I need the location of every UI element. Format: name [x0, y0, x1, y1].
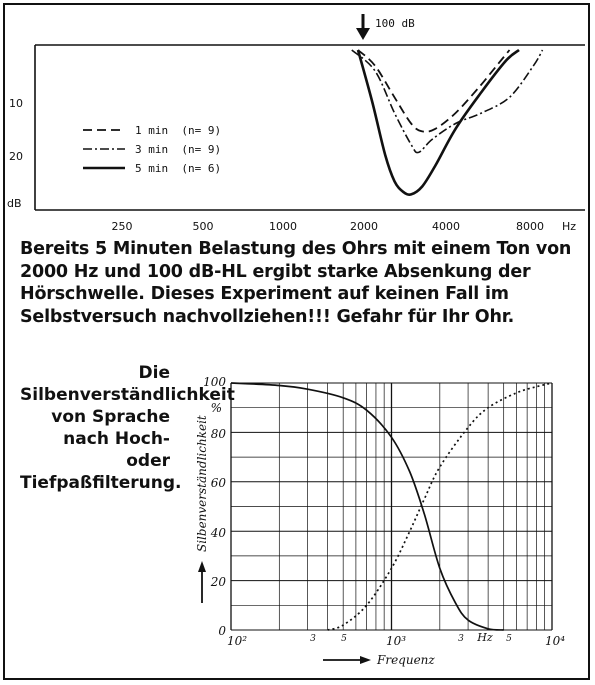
x-tick-label: 3: [310, 634, 316, 644]
x-tick-label: 10²: [226, 634, 248, 648]
x-axis-arrow-icon: [323, 656, 371, 664]
x-tick-label: 500: [192, 220, 214, 233]
y-tick-label: 40: [210, 526, 226, 540]
x-tick-label: 4000: [432, 220, 460, 233]
y-tick-label: 20: [210, 575, 226, 589]
y-axis-label: Silbenverständlichkeit: [195, 415, 209, 552]
x-unit-label: Hz: [562, 220, 577, 233]
x-tick-label: 10³: [385, 634, 407, 648]
y-tick-label: 100: [203, 375, 226, 389]
chart2-grid: [231, 383, 552, 630]
y-tick-label: 20: [9, 150, 23, 163]
marker-label: 100 dB: [375, 17, 415, 30]
x-tick-label: 3: [458, 634, 464, 644]
x-tick-label: 5: [341, 634, 347, 644]
x-unit-label: Hz: [477, 631, 493, 644]
x-tick-label: 5: [506, 634, 512, 644]
y-tick-label: 80: [210, 427, 226, 441]
x-axis-label: Frequenz: [377, 653, 435, 667]
x-tick-label: 2000: [350, 220, 378, 233]
legend-label-5min: 5 min (n= 6): [135, 162, 222, 175]
x-tick-label: 250: [111, 220, 133, 233]
y-unit-label: %: [210, 401, 222, 415]
x-tick-label: 1000: [269, 220, 297, 233]
y-tick-label: 60: [210, 476, 226, 490]
y-tick-label: 0: [218, 624, 226, 638]
legend-label-1min: 1 min (n= 9): [135, 124, 222, 137]
figure-caption: Bereits 5 Minuten Belastung des Ohrs mit einem Ton von 2000 Hz und 100 dB-HL ergibt starke Absenkung der Hörschwelle. Dieses Experiment auf keinen Fall im Selbstversuch nachvollziehen!!! Gefahr für Ihr Ohr.: [20, 239, 572, 327]
side-caption-text: Die Silbenverständlichkeit von Sprache nach Hoch- oder Tiefpaßfilterung.: [20, 363, 235, 493]
x-tick-label: 8000: [516, 220, 544, 233]
y-tick-label: 10: [9, 97, 23, 110]
y-unit-label: dB: [7, 197, 22, 210]
legend-label-3min: 3 min (n= 9): [135, 143, 222, 156]
x-tick-label: 10⁴: [544, 634, 566, 648]
y-axis-arrow-icon: [198, 561, 206, 603]
